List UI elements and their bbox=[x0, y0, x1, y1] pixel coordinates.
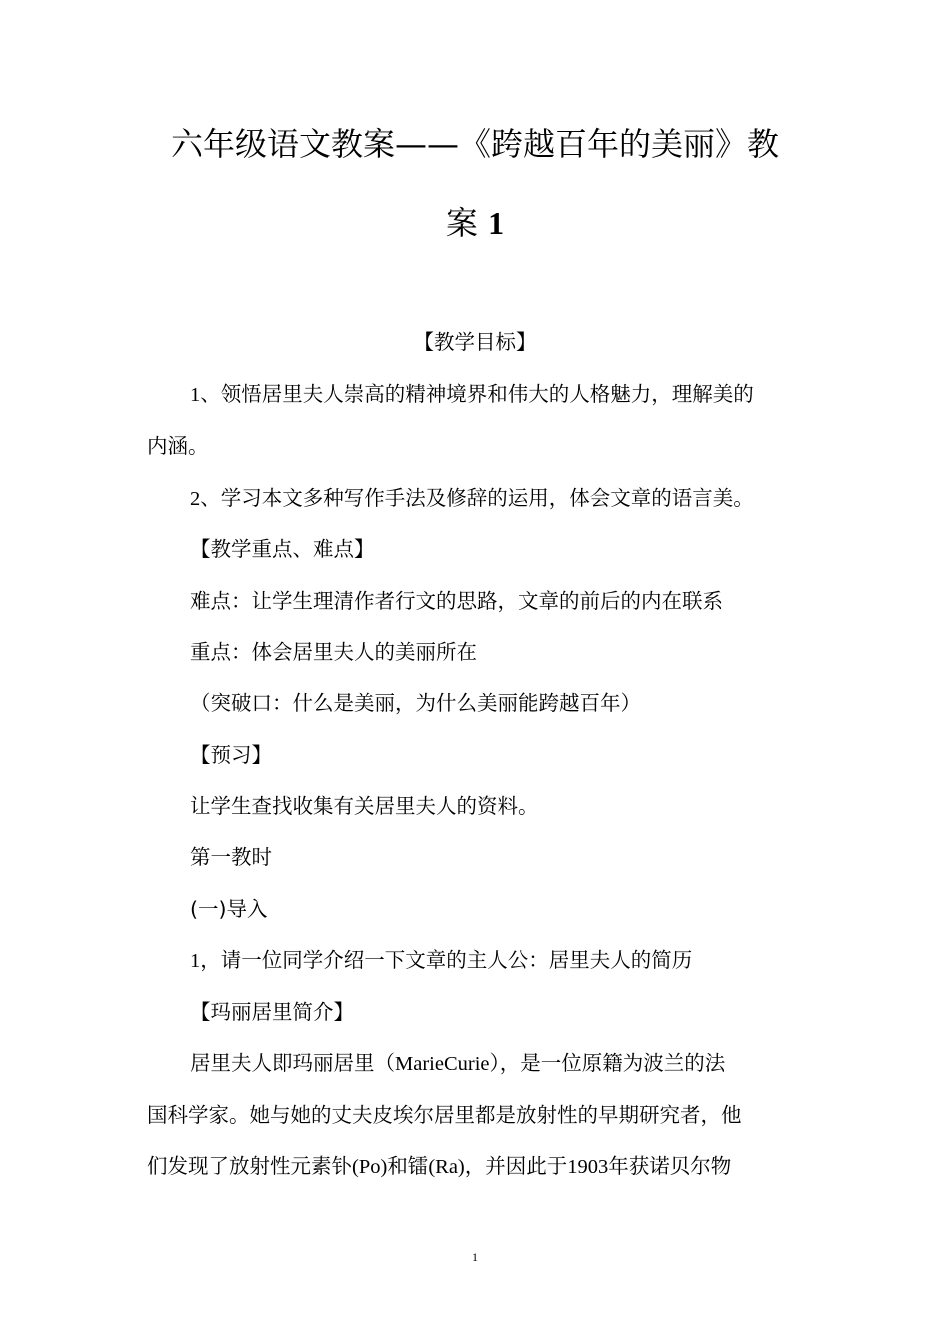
goal-1-number: 1 bbox=[190, 384, 201, 406]
goal-1-text: 、领悟居里夫人崇高的精神境界和伟大的人格魅力，理解美的 bbox=[200, 382, 754, 406]
bio-line-3 bbox=[147, 1152, 731, 1181]
page-number: 1 bbox=[472, 1250, 478, 1264]
heading-preview bbox=[190, 741, 272, 769]
heading-teaching-goals bbox=[0, 328, 950, 356]
bio-line-1 bbox=[190, 1049, 725, 1078]
document-title-line-1 bbox=[0, 124, 950, 164]
preview-text: 让学生查找收集有关居里夫人的资料。 bbox=[190, 794, 539, 818]
heading-text: 【玛丽居里简介】 bbox=[190, 1000, 354, 1024]
bio-year: 1903 bbox=[567, 1156, 609, 1178]
goal-1-line-1 bbox=[190, 380, 754, 409]
intro-label bbox=[190, 895, 268, 923]
difficulty-text: 难点：让学生理清作者行文的思路，文章的前后的内在联系 bbox=[190, 589, 723, 613]
bio-text: 们发现了放射性元素钋 bbox=[147, 1154, 352, 1178]
goal-2-number: 2 bbox=[190, 488, 201, 510]
heading-biography bbox=[190, 998, 354, 1026]
title-text: 六年级语文教案——《跨越百年的美丽》教 bbox=[170, 125, 779, 163]
bio-text: 居里夫人即玛丽居里（ bbox=[190, 1051, 395, 1075]
key-point-text: 重点：体会居里夫人的美丽所在 bbox=[190, 640, 477, 664]
heading-text: 【教学目标】 bbox=[413, 330, 537, 354]
lesson-label bbox=[190, 843, 272, 871]
key-point bbox=[190, 638, 477, 666]
bio-text: 年获诺贝尔物 bbox=[608, 1154, 732, 1178]
title-text-cont: 案 bbox=[445, 204, 478, 242]
preview-instruction bbox=[190, 792, 539, 820]
bio-text: 国科学家。她与她的丈夫皮埃尔居里都是放射性的早期研究者，他 bbox=[147, 1103, 742, 1127]
bio-text: ），是一位原籍为波兰的法 bbox=[489, 1051, 726, 1075]
intro-item-1 bbox=[190, 946, 692, 975]
heading-key-points bbox=[190, 535, 375, 563]
breakthrough-note bbox=[190, 689, 641, 717]
intro-item-number: 1 bbox=[190, 950, 201, 972]
heading-text: 【教学重点、难点】 bbox=[190, 537, 375, 561]
document-title-line-2 bbox=[0, 203, 950, 243]
goal-2-text: 、学习本文多种写作手法及修辞的运用，体会文章的语言美。 bbox=[200, 486, 754, 510]
bio-symbol-ra: (Ra) bbox=[428, 1156, 465, 1178]
bio-text: 和镭 bbox=[387, 1154, 429, 1178]
intro-item-text: ，请一位同学介绍一下文章的主人公：居里夫人的简历 bbox=[200, 948, 693, 972]
bio-line-2 bbox=[147, 1101, 742, 1129]
goal-1-text-cont: 内涵。 bbox=[147, 434, 209, 458]
bio-name-en: MarieCurie bbox=[395, 1053, 490, 1075]
goal-1-line-2 bbox=[147, 432, 209, 460]
intro-text: (一)导入 bbox=[190, 897, 268, 921]
heading-text: 【预习】 bbox=[190, 743, 272, 767]
title-number: 1 bbox=[488, 205, 505, 241]
bio-text: ，并因此于 bbox=[464, 1154, 568, 1178]
goal-2 bbox=[190, 484, 754, 513]
breakthrough-text: （突破口：什么是美丽，为什么美丽能跨越百年） bbox=[190, 691, 641, 715]
lesson-text: 第一教时 bbox=[190, 845, 272, 869]
difficulty-point bbox=[190, 587, 723, 615]
bio-symbol-po: (Po) bbox=[352, 1156, 388, 1178]
